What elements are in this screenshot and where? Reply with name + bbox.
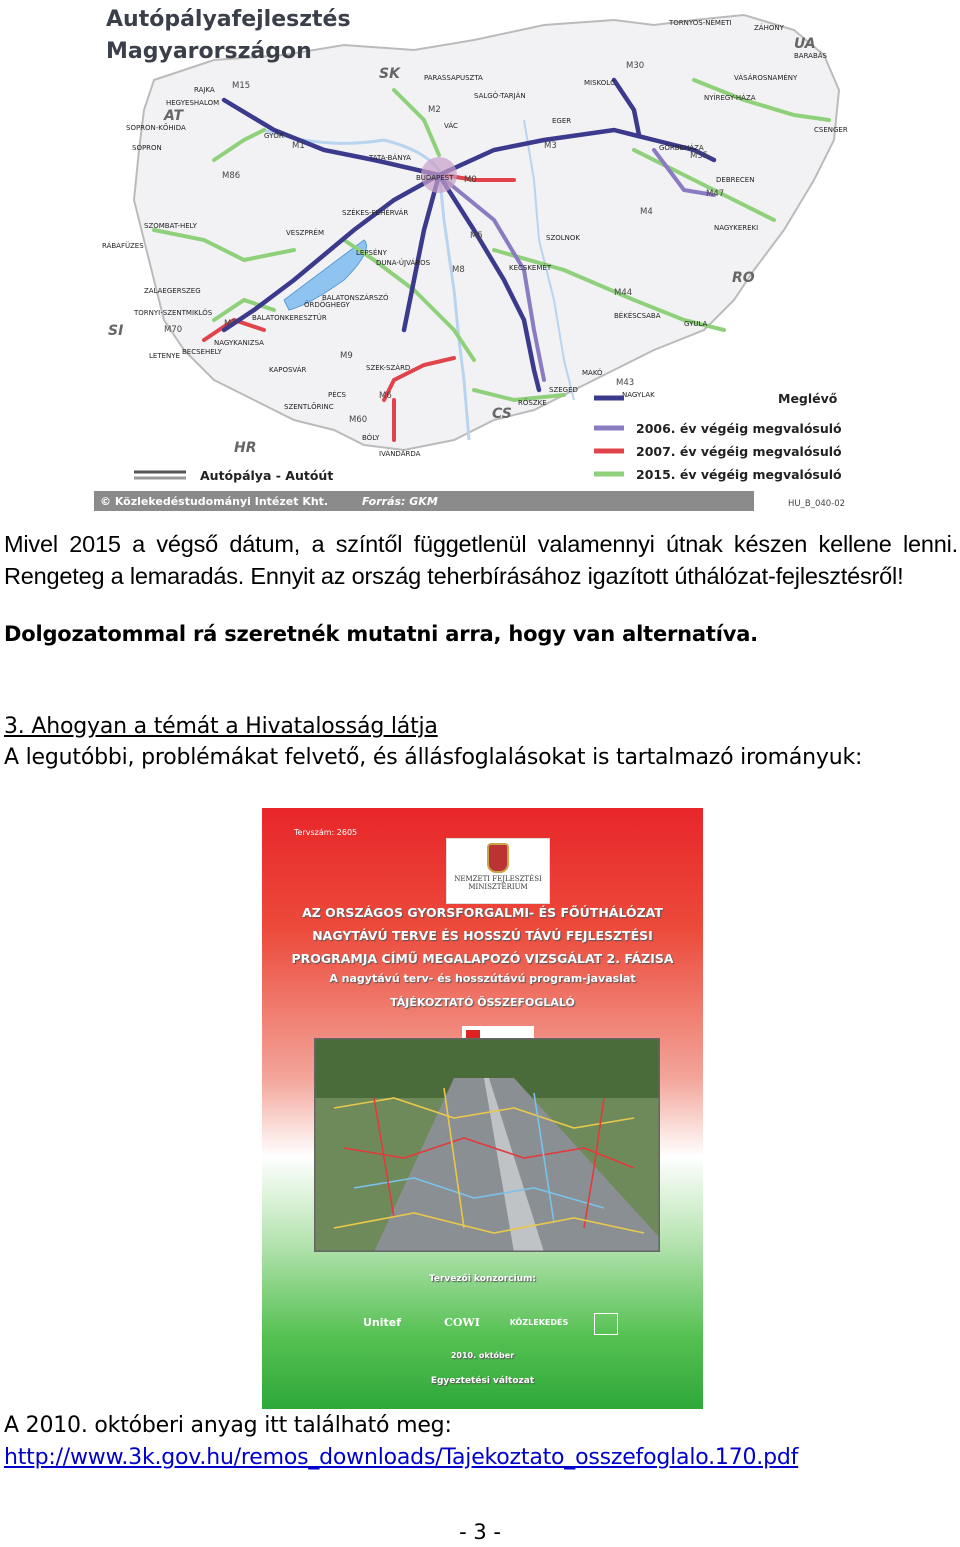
svg-text:ÖRDÖGHEGY: ÖRDÖGHEGY: [304, 301, 350, 309]
svg-text:KECSKEMÉT: KECSKEMÉT: [509, 264, 552, 272]
svg-text:M86: M86: [222, 171, 241, 181]
svg-text:BALATONKERESZTÚR: BALATONKERESZTÚR: [252, 314, 327, 322]
svg-text:DEBRECEN: DEBRECEN: [716, 176, 755, 184]
svg-text:BALATONSZÁRSZÓ: BALATONSZÁRSZÓ: [322, 294, 389, 302]
svg-text:NAGYLAK: NAGYLAK: [622, 391, 655, 399]
legend-2006: 2006. év végéig megvalósuló: [636, 421, 842, 436]
highway-map: [94, 0, 864, 512]
svg-text:M43: M43: [616, 378, 635, 388]
kozlekedes-logo: KÖZLEKEDÉS: [509, 1318, 569, 1327]
utiber-logo-icon: [594, 1313, 618, 1335]
svg-text:M2: M2: [428, 105, 441, 115]
svg-text:M6: M6: [379, 391, 392, 401]
svg-text:HEGYESHALOM: HEGYESHALOM: [166, 99, 220, 107]
svg-text:RAJKA: RAJKA: [194, 86, 215, 94]
svg-text:M5: M5: [470, 231, 483, 241]
cover-road-photo: [314, 1038, 660, 1252]
svg-text:NAGYKEREKI: NAGYKEREKI: [714, 224, 759, 232]
document-cover-image: [262, 808, 703, 1409]
svg-text:M44: M44: [614, 288, 633, 298]
legend-2007: 2007. év végéig megvalósuló: [636, 444, 842, 459]
country-sk: SK: [379, 66, 400, 82]
pdf-download-link[interactable]: http://www.3k.gov.hu/remos_downloads/Tajekoztato_osszefoglalo.170.pdf: [4, 1445, 799, 1470]
svg-text:NYÍREGY-HÁZA: NYÍREGY-HÁZA: [704, 94, 756, 102]
svg-text:VESZPRÉM: VESZPRÉM: [286, 229, 324, 237]
svg-text:SALGÓ-TARJÁN: SALGÓ-TARJÁN: [474, 92, 526, 100]
legend-2015: 2015. év végéig megvalósuló: [636, 467, 842, 482]
paragraph-deadline: Mivel 2015 a végső dátum, a színtől függetlenül valamennyi útnak készen kellene lenni. Rengeteg a lemaradás. Ennyit az ország teherbírásához igazított úthálózat-fejlesztésről!: [4, 531, 958, 589]
cover-date: 2010. október: [450, 1351, 515, 1360]
svg-text:GYŐR: GYŐR: [264, 132, 284, 140]
svg-text:TORNYOS-NÉMETI: TORNYOS-NÉMETI: [669, 19, 732, 27]
cover-title-line1: AZ ORSZÁGOS GYORSFORGALMI- ÉS FŐÚTHÁLÓZAT: [302, 905, 663, 920]
svg-text:M47: M47: [706, 189, 725, 199]
svg-text:M3: M3: [544, 141, 557, 151]
legend-motorway: Autópálya - Autóút: [200, 468, 334, 483]
svg-text:IVÁNDÁRDA: IVÁNDÁRDA: [379, 450, 421, 458]
svg-text:LEPSÉNY: LEPSÉNY: [356, 249, 387, 257]
country-ro: RO: [732, 270, 755, 286]
svg-text:M9: M9: [340, 351, 353, 361]
svg-text:TATA-BÁNYA: TATA-BÁNYA: [369, 154, 411, 162]
svg-text:BARABÁS: BARABÁS: [794, 52, 827, 60]
country-cs: CS: [492, 406, 512, 422]
paragraph-source: A 2010. októberi anyag itt található meg:: [4, 1413, 452, 1438]
svg-text:NAGYKANIZSA: NAGYKANIZSA: [214, 339, 264, 347]
map-footer-code: HU_B_040-02: [788, 499, 846, 509]
svg-text:ZALAEGERSZEG: ZALAEGERSZEG: [144, 287, 201, 295]
svg-text:RÖSZKE: RÖSZKE: [518, 399, 547, 407]
cover-version: Egyeztetési változat: [430, 1376, 535, 1386]
svg-text:SOPRON-KŐHIDA: SOPRON-KŐHIDA: [126, 124, 186, 132]
svg-text:PARASSAPUSZTA: PARASSAPUSZTA: [424, 74, 483, 82]
svg-text:M8: M8: [452, 265, 465, 275]
country-hr: HR: [234, 440, 257, 456]
svg-text:M4: M4: [640, 207, 653, 217]
svg-text:SZOMBAT-HELY: SZOMBAT-HELY: [144, 222, 197, 230]
svg-text:BÓLY: BÓLY: [362, 434, 380, 442]
svg-text:SZEK-SZÁRD: SZEK-SZÁRD: [366, 364, 411, 372]
cowi-logo: COWI: [444, 1316, 480, 1329]
coat-of-arms-icon: [487, 843, 509, 873]
paragraph-alternative: Dolgozatommal rá szeretnék mutatni arra, hogy van alternatíva.: [4, 622, 758, 646]
svg-text:EGER: EGER: [552, 117, 572, 125]
legend-existing: Meglévő: [778, 391, 838, 406]
section-heading: 3. Ahogyan a témát a Hivatalosság látja: [4, 714, 438, 739]
cover-consortium: Tervezői konzorcium:: [428, 1274, 537, 1284]
svg-text:DUNA-ÚJVÁROS: DUNA-ÚJVÁROS: [376, 259, 431, 267]
paragraph-document-intro: A legutóbbi, problémákat felvető, és állásfoglalásokat is tartalmazó irományuk:: [4, 745, 863, 770]
svg-text:KAPOSVÁR: KAPOSVÁR: [269, 366, 307, 374]
svg-text:CSENGER: CSENGER: [814, 126, 848, 134]
svg-text:SZEGED: SZEGED: [549, 386, 578, 394]
svg-text:SZENTLŐRINC: SZENTLŐRINC: [284, 403, 334, 411]
svg-text:M1: M1: [292, 141, 305, 151]
svg-text:BÉKÉSCSABA: BÉKÉSCSABA: [614, 312, 661, 320]
svg-text:M70: M70: [164, 325, 183, 335]
svg-text:RÁBAFÜZES: RÁBAFÜZES: [102, 242, 144, 250]
svg-text:PÉCS: PÉCS: [328, 391, 346, 399]
svg-text:SOPRON: SOPRON: [132, 144, 162, 152]
cover-title-line3: PROGRAMJA CÍMŰ MEGALAPOZÓ VIZSGÁLAT 2. FÁZISA: [291, 951, 674, 966]
map-title-line2: Magyarországon: [106, 39, 312, 64]
cover-plan-number: Tervszám: 2605: [294, 828, 358, 837]
svg-text:SZOLNOK: SZOLNOK: [546, 234, 580, 242]
svg-text:MISKOLC: MISKOLC: [584, 79, 616, 87]
svg-text:MAKÓ: MAKÓ: [582, 369, 603, 377]
svg-text:ZÁHONY: ZÁHONY: [754, 24, 784, 32]
cover-title-line2: NAGYTÁVÚ TERVE ÉS HOSSZÚ TÁVÚ FEJLESZTÉSI: [312, 928, 653, 943]
svg-text:M30: M30: [626, 61, 645, 71]
svg-text:LETENYE: LETENYE: [149, 352, 180, 360]
map-footer-source: Forrás: GKM: [362, 495, 438, 508]
svg-text:GYULA: GYULA: [684, 320, 708, 328]
svg-text:SZÉKES-FEHÉRVÁR: SZÉKES-FEHÉRVÁR: [342, 209, 409, 217]
svg-text:TORNYI-SZENTMIKLÓS: TORNYI-SZENTMIKLÓS: [134, 309, 213, 317]
map-title-line1: Autópályafejlesztés: [106, 7, 351, 32]
svg-text:BECSEHELY: BECSEHELY: [182, 348, 222, 356]
unitef-logo: Unitef: [362, 1316, 402, 1329]
country-si: SI: [108, 323, 124, 339]
consortium-logos: [352, 1313, 622, 1339]
cover-summary: TÁJÉKOZTATÓ ÖSSZEFOGLALÓ: [390, 996, 575, 1009]
svg-text:M0: M0: [464, 175, 477, 185]
ministry-logo: NEMZETI FEJLESZTÉSI MINISZTÉRIUM: [446, 838, 550, 904]
svg-text:M60: M60: [349, 415, 368, 425]
country-ua: UA: [794, 36, 816, 52]
country-at: AT: [164, 108, 184, 124]
svg-text:M15: M15: [232, 81, 251, 91]
svg-text:VÁC: VÁC: [444, 122, 458, 130]
svg-text:BUDAPEST: BUDAPEST: [416, 174, 454, 182]
page-number: - 3 -: [459, 1520, 501, 1544]
svg-text:M7: M7: [224, 319, 237, 329]
cover-subtitle: A nagytávú terv- és hosszútávú program-javaslat: [329, 972, 636, 985]
svg-text:GÖRBEHÁZA: GÖRBEHÁZA: [659, 144, 704, 152]
link-paragraph: [4, 1442, 958, 1474]
map-footer-copyright: © Közlekedéstudományi Intézet Kht.: [100, 495, 329, 508]
svg-text:VÁSÁROSNAMÉNY: VÁSÁROSNAMÉNY: [734, 74, 798, 82]
svg-text:M35: M35: [690, 151, 709, 161]
